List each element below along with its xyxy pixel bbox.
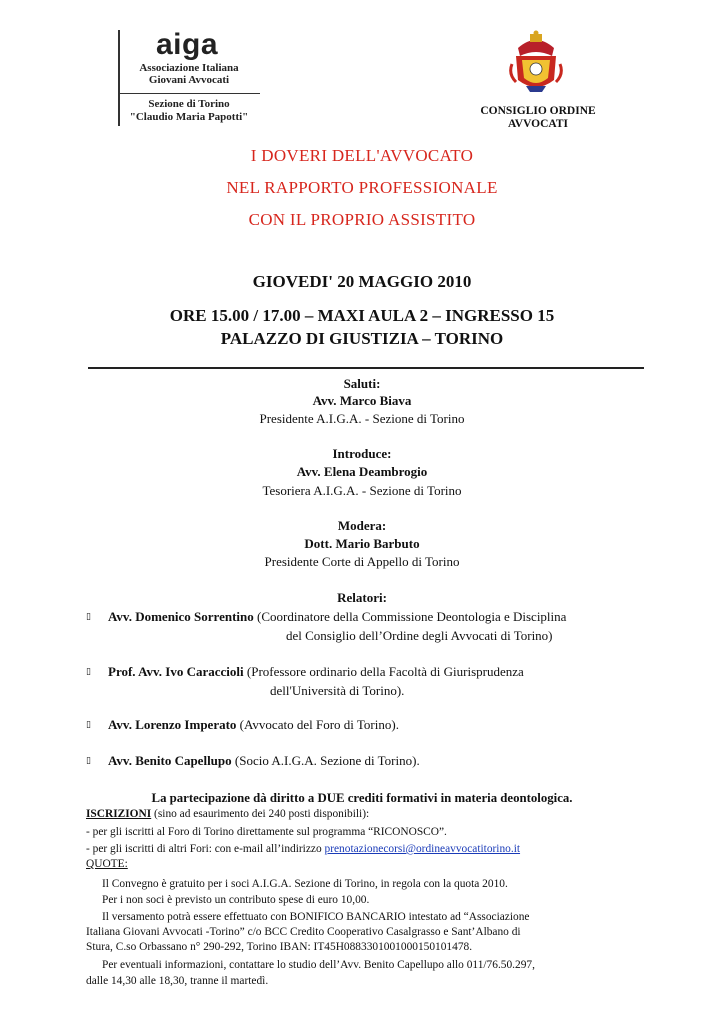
- iscrizioni-line: [86, 807, 646, 821]
- council-line1: CONSIGLIO ORDINE: [480, 105, 596, 117]
- relatori-label: Relatori:: [337, 590, 387, 605]
- introduce-name: Avv. Elena Deambrogio: [296, 464, 428, 479]
- aiga-section: Sezione di Torino: [148, 98, 230, 110]
- contatti-line2: dalle 14,30 alle 18,30, tranne il martedì.: [86, 975, 269, 987]
- contatti-line1: Per eventuali informazioni, contattare lo studio dell’Avv. Benito Capellupo allo 011/76.50.297,: [102, 959, 535, 971]
- modera-name: Dott. Mario Barbuto: [304, 536, 420, 551]
- iscrizioni-torino: - per gli iscritti al Foro di Torino direttamente sul programma “RICONOSCO”.: [86, 826, 447, 838]
- bonifico-line1: Il versamento potrà essere effettuato con BONIFICO BANCARIO intestato ad “Associazione: [102, 911, 530, 923]
- email-link[interactable]: prenotazionecorsi@ordineavvocatitorino.it: [324, 843, 521, 855]
- bullet-icon: ▯: [86, 667, 91, 677]
- aiga-divider-horizontal: [118, 93, 260, 94]
- relatore-name: Avv. Lorenzo Imperato: [108, 717, 237, 732]
- iscrizioni-label: ISCRIZIONI: [86, 808, 152, 820]
- aiga-name-line2: Giovani Avvocati: [148, 74, 230, 86]
- introduce-role: Tesoriera A.I.G.A. - Sezione di Torino: [262, 483, 462, 498]
- introduce-label: Introduce:: [332, 446, 392, 461]
- relatore-name: Avv. Benito Capellupo: [108, 753, 232, 768]
- aiga-logo: aiga: [156, 28, 219, 61]
- event-time-place: ORE 15.00 / 17.00 – MAXI AULA 2 – INGRESSO 15: [169, 306, 555, 325]
- saluti-name: Avv. Marco Biava: [312, 393, 412, 408]
- relatore-desc-continued: dell'Università di Torino).: [270, 683, 405, 698]
- title-line1: I DOVERI DELL'AVVOCATO: [250, 146, 474, 165]
- quote-non-soci: Per i non soci è previsto un contributo spese di euro 10,00.: [102, 894, 370, 906]
- relatore-name: Avv. Domenico Sorrentino: [108, 609, 254, 624]
- aiga-logo-block: [118, 28, 258, 126]
- event-venue: PALAZZO DI GIUSTIZIA – TORINO: [220, 329, 504, 348]
- relatore-desc: (Professore ordinario della Facoltà di Giurisprudenza: [243, 664, 524, 679]
- iscrizioni-note: (sino ad esaurimento dei 240 posti disponibili):: [151, 808, 370, 820]
- aiga-section-name: "Claudio Maria Papotti": [129, 111, 249, 123]
- bonifico-line3: Stura, C.so Orbassano n° 290-292, Torino IBAN: IT45H0883301001000150101478.: [86, 941, 473, 953]
- council-line2: AVVOCATI: [507, 118, 569, 130]
- relatore-desc: (Avvocato del Foro di Torino).: [236, 717, 399, 732]
- saluti-role: Presidente A.I.G.A. - Sezione di Torino: [259, 411, 465, 426]
- bullet-icon: ▯: [86, 756, 91, 766]
- council-name: [468, 105, 608, 131]
- iscrizioni-altri-line: [86, 842, 646, 856]
- relatore-desc: (Socio A.I.G.A. Sezione di Torino).: [231, 753, 420, 768]
- section-divider: [88, 367, 644, 369]
- iscrizioni-altri: - per gli iscritti di altri Fori: con e-mail all’indirizzo: [86, 843, 325, 855]
- saluti-label: Saluti:: [343, 376, 381, 391]
- bonifico-line2: Italiana Giovani Avvocati -Torino” c/o BCC Credito Cooperativo Casalgrasso e Sant’Albano di: [86, 926, 521, 938]
- modera-role: Presidente Corte di Appello di Torino: [264, 554, 460, 569]
- bullet-icon: ▯: [86, 612, 91, 622]
- aiga-name-line1: Associazione Italiana: [139, 62, 239, 74]
- quote-label: QUOTE:: [86, 858, 128, 870]
- relatore-name: Prof. Avv. Ivo Caraccioli: [108, 664, 244, 679]
- council-crest-icon: [508, 30, 564, 94]
- relatore-desc-continued: del Consiglio dell’Ordine degli Avvocati di Torino): [286, 628, 553, 643]
- event-date: GIOVEDI' 20 MAGGIO 2010: [252, 272, 472, 291]
- bullet-icon: ▯: [86, 720, 91, 730]
- title-line2: NEL RAPPORTO PROFESSIONALE: [226, 178, 498, 197]
- quote-soci: Il Convegno è gratuito per i soci A.I.G.A. Sezione di Torino, in regola con la quota 2010.: [102, 878, 508, 890]
- modera-label: Modera:: [337, 518, 387, 533]
- credits-note: La partecipazione dà diritto a DUE crediti formativi in materia deontologica.: [151, 791, 573, 805]
- relatore-desc: (Coordinatore della Commissione Deontologia e Disciplina: [253, 609, 567, 624]
- title-line3: CON IL PROPRIO ASSISTITO: [248, 210, 476, 229]
